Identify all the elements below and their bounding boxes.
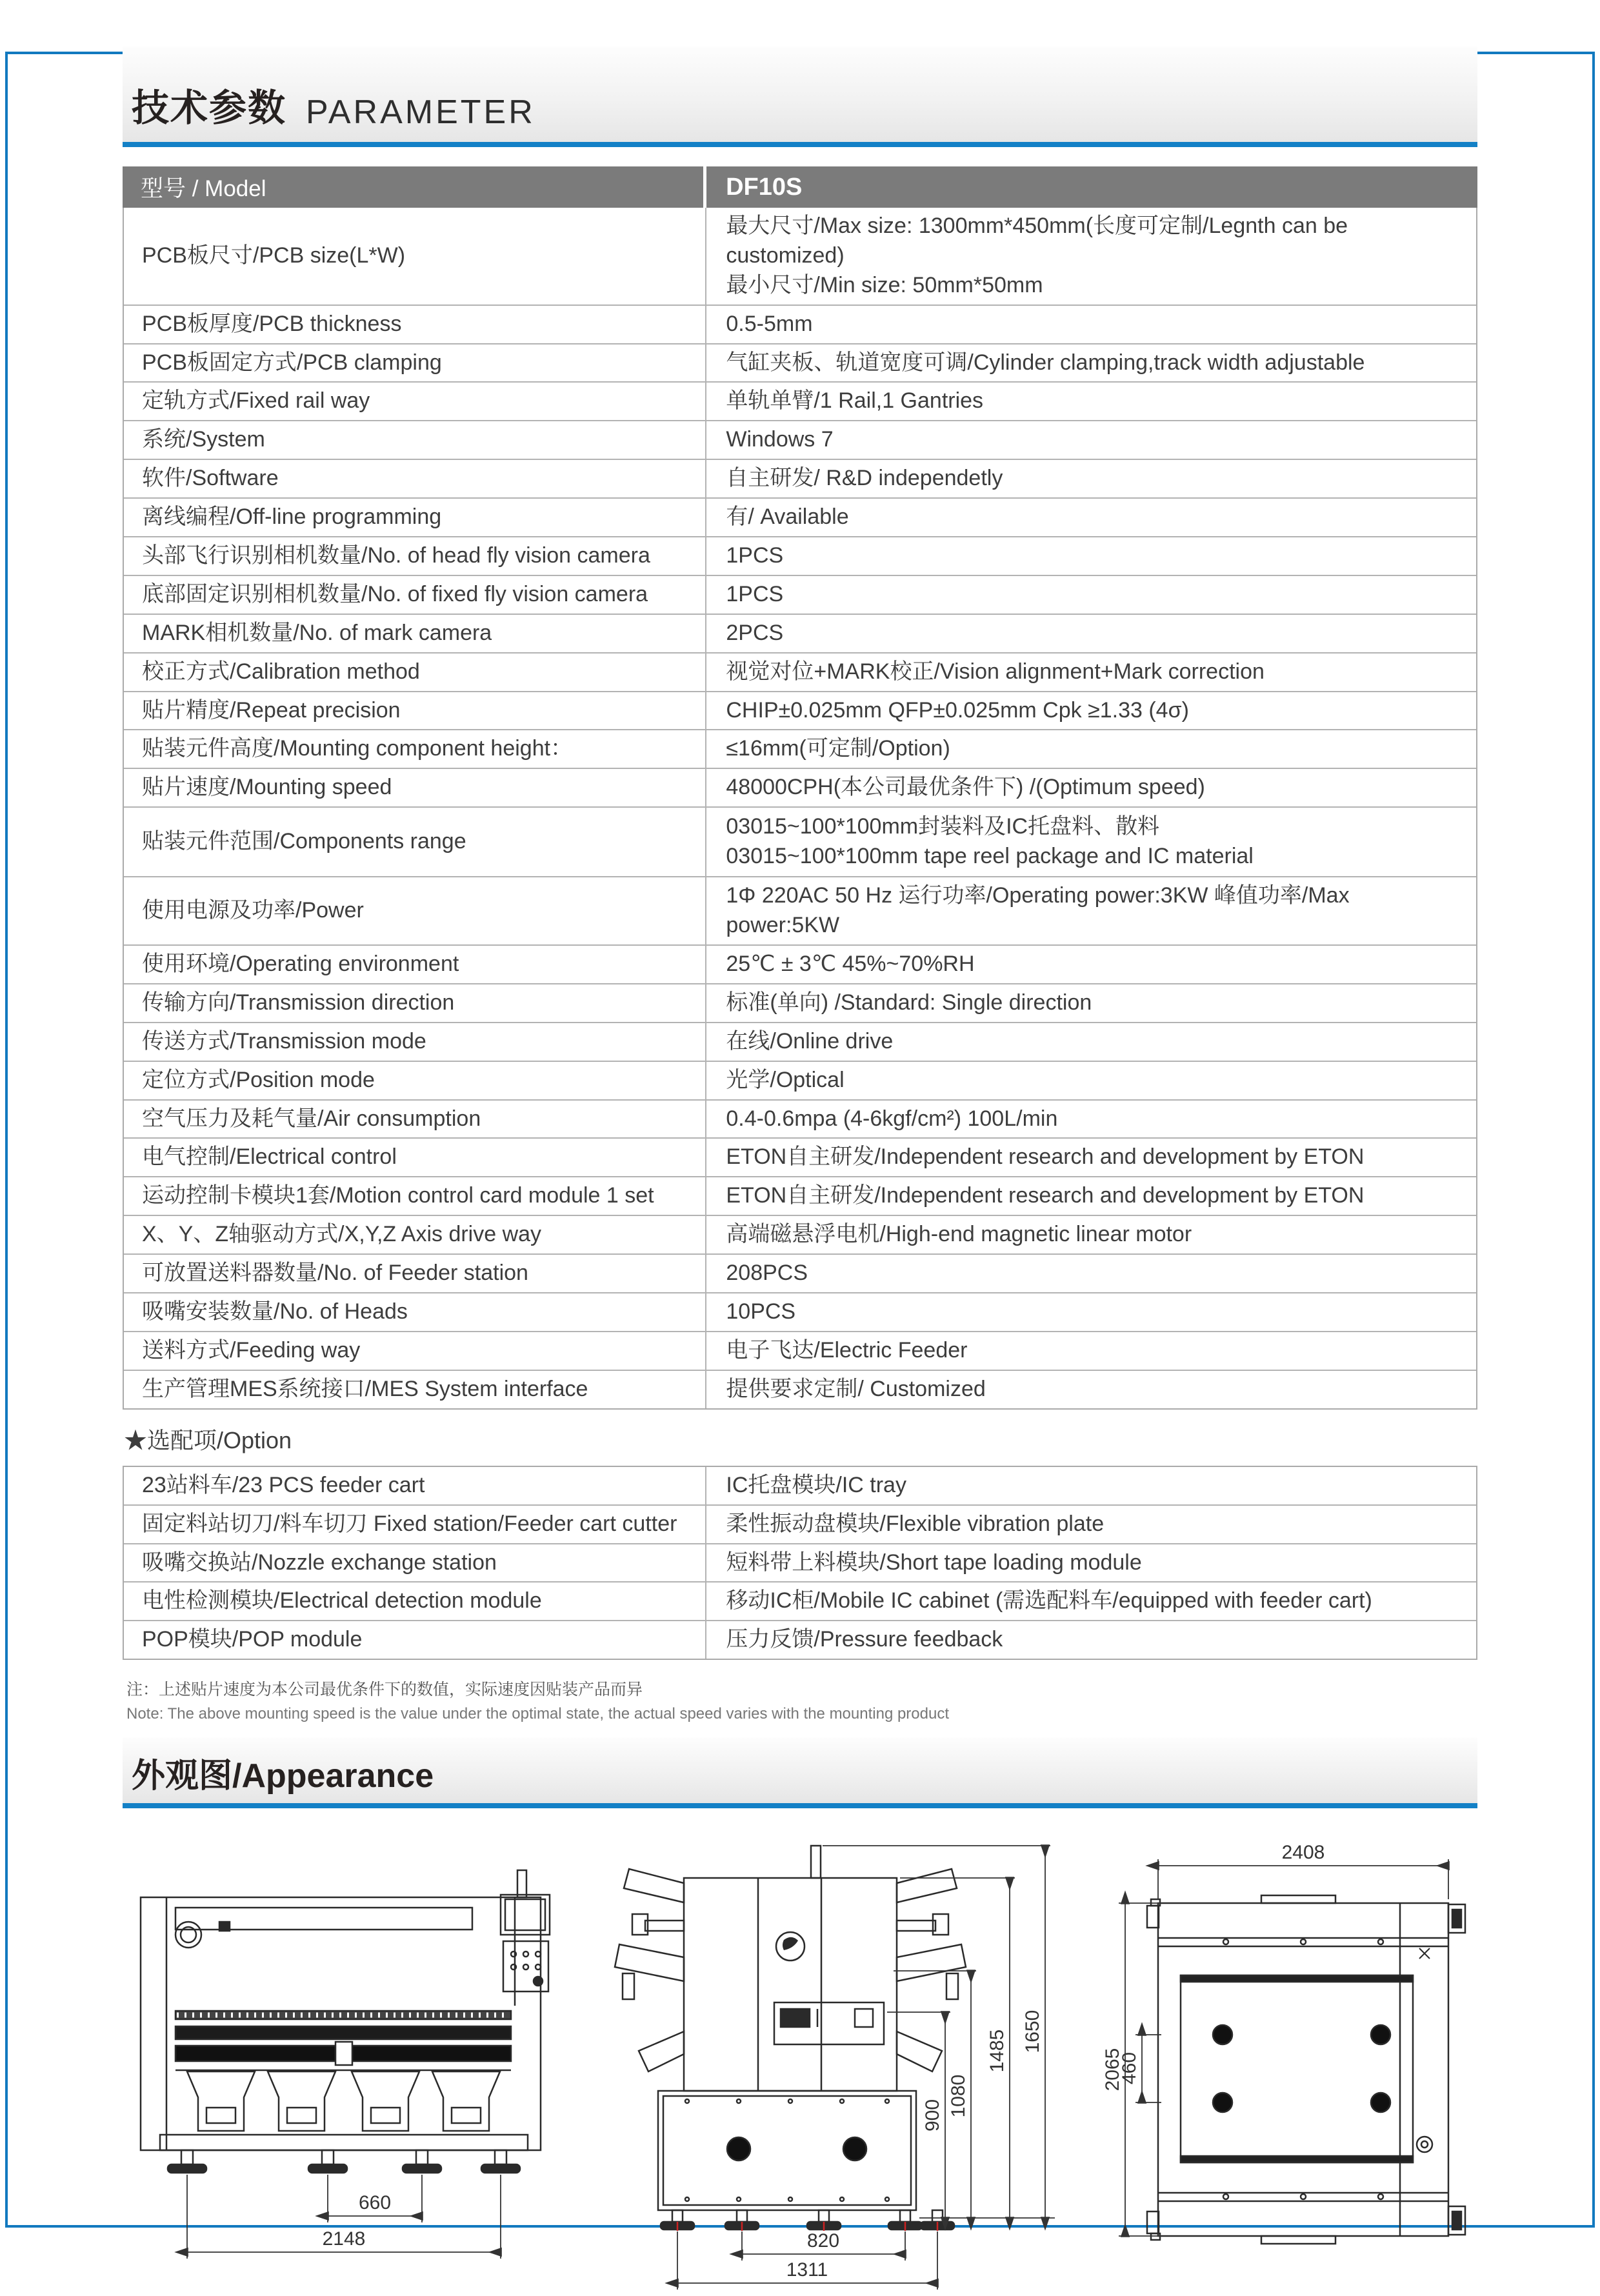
side-dim-v4: 1650: [1022, 2010, 1043, 2053]
param-value: 自主研发/ R&D independetly: [726, 466, 1003, 491]
param-value: 25℃ ± 3℃ 45%~70%RH: [726, 952, 975, 977]
table-header-row: [123, 166, 1477, 208]
param-label: 可放置送料器数量/No. of Feeder station: [124, 1255, 706, 1292]
parameter-row: [124, 944, 1476, 983]
option-row: [124, 1620, 1476, 1659]
param-label: PCB板厚度/PCB thickness: [124, 306, 706, 343]
param-value: 移动IC柜/Mobile IC cabinet (需选配料车/equipped with feeder cart): [726, 1588, 1372, 1613]
model-value: DF10S: [726, 173, 803, 201]
parameter-row: [124, 1099, 1476, 1138]
page-title-en: PARAMETER: [306, 94, 535, 131]
param-value: 高端磁悬浮电机/High-end magnetic linear motor: [726, 1222, 1192, 1247]
parameter-row: [124, 1370, 1476, 1408]
param-label: 生产管理MES系统接口/MES System interface: [124, 1371, 706, 1408]
param-label: 使用环境/Operating environment: [124, 946, 706, 983]
page-title-zh: 技术参数: [132, 87, 287, 129]
param-label: PCB板固定方式/PCB clamping: [124, 344, 706, 382]
param-label: 贴装元件范围/Components range: [124, 808, 706, 876]
param-label: 电气控制/Electrical control: [124, 1139, 706, 1176]
parameter-row: [124, 691, 1476, 730]
param-label: 软件/Software: [124, 460, 706, 497]
param-value: 10PCS: [726, 1299, 796, 1324]
model-label: 型号 / Model: [123, 166, 706, 208]
param-value: 2PCS: [726, 620, 784, 645]
param-value: 03015~100*100mm封装料及IC托盘料、散料 03015~100*100mm tape reel package and IC material: [726, 814, 1254, 869]
param-value: ≤16mm(可定制/Option): [726, 736, 950, 761]
side-view-drawing: [584, 1838, 1081, 2296]
parameter-row: [124, 1176, 1476, 1215]
param-label: X、Y、Z轴驱动方式/X,Y,Z Axis drive way: [124, 1216, 706, 1253]
side-dim-v3: 1485: [986, 2029, 1008, 2073]
parameter-table: [123, 166, 1477, 1410]
front-machine-outline: [141, 1870, 550, 2173]
param-value: 0.5-5mm: [726, 311, 813, 336]
param-value: 单轨单臂/1 Rail,1 Gantries: [726, 388, 984, 414]
option-row: [124, 1543, 1476, 1582]
parameter-row: [124, 575, 1476, 614]
param-label: 贴片速度/Mounting speed: [124, 769, 706, 806]
parameter-row: [124, 459, 1476, 497]
side-dim-v1: 900: [922, 2099, 943, 2132]
param-value: IC托盘模块/IC tray: [726, 1472, 906, 1497]
top-dim-height: 2065: [1102, 2048, 1123, 2091]
param-value: 压力反馈/Pressure feedback: [726, 1627, 1003, 1652]
param-value: 气缸夹板、轨道宽度可调/Cylinder clamping,track width adjustable: [726, 350, 1365, 375]
parameter-row: [124, 1137, 1476, 1176]
option-row: [124, 1504, 1476, 1543]
param-value: 视觉对位+MARK校正/Vision alignment+Mark correction: [726, 659, 1265, 684]
parameter-row: [124, 343, 1476, 382]
param-label: 贴装元件高度/Mounting component height：: [124, 730, 706, 768]
appearance-banner: [123, 1737, 1477, 1808]
param-label: 贴片精度/Repeat precision: [124, 692, 706, 730]
param-value: 有/ Available: [726, 504, 849, 530]
param-value: Windows 7: [726, 427, 834, 452]
side-machine-outline: [615, 1846, 966, 2231]
param-value: CHIP±0.025mm QFP±0.025mm Cpk ≥1.33 (4σ): [726, 697, 1189, 723]
param-value: 光学/Optical: [726, 1067, 845, 1092]
param-label: 运动控制卡模块1套/Motion control card module 1 set: [124, 1177, 706, 1215]
parameter-row: [124, 304, 1476, 343]
note-en: Note: The above mounting speed is the value under the optimal state, the actual speed varies with the mounting product: [126, 1705, 950, 1723]
top-dim-mid: 460: [1119, 2052, 1140, 2085]
param-value: ETON自主研发/Independent research and development by ETON: [726, 1183, 1365, 1208]
param-label: 底部固定识别相机数量/No. of fixed fly vision camera: [124, 576, 706, 614]
param-label: 23站料车/23 PCS feeder cart: [124, 1467, 706, 1504]
option-table: [123, 1466, 1477, 1660]
parameter-row: [124, 768, 1476, 806]
parameter-row: [124, 420, 1476, 459]
parameter-row: [124, 652, 1476, 691]
parameter-row: [124, 536, 1476, 575]
param-label: MARK相机数量/No. of mark camera: [124, 615, 706, 652]
parameter-row: [124, 1331, 1476, 1370]
top-dimensions: [1119, 1859, 1448, 2236]
parameter-row: [124, 614, 1476, 652]
param-label: 传输方向/Transmission direction: [124, 984, 706, 1022]
param-value: 1PCS: [726, 543, 784, 568]
parameter-row: [124, 1292, 1476, 1331]
param-label: 吸嘴交换站/Nozzle exchange station: [124, 1544, 706, 1582]
param-label: 空气压力及耗气量/Air consumption: [124, 1101, 706, 1138]
param-value: 电子飞达/Electric Feeder: [726, 1337, 968, 1363]
parameter-row: [124, 876, 1476, 944]
param-value: 1PCS: [726, 581, 784, 606]
parameter-row: [124, 1022, 1476, 1061]
param-value: 0.4-0.6mpa (4-6kgf/cm²) 100L/min: [726, 1106, 1058, 1131]
parameter-row: [124, 1215, 1476, 1253]
param-value: 短料带上料模块/Short tape loading module: [726, 1550, 1142, 1575]
option-heading: ★选配项/Option: [124, 1426, 292, 1453]
parameter-row: [124, 983, 1476, 1022]
param-value: 48000CPH(本公司最优条件下) /(Optimum speed): [726, 775, 1205, 800]
param-value: ETON自主研发/Independent research and development by ETON: [726, 1144, 1365, 1170]
note-zh: 注：上述贴片速度为本公司最优条件下的数值，实际速度因贴装产品而异: [126, 1681, 643, 1699]
top-view-drawing: [1097, 1841, 1477, 2293]
front-dim-outer: 2148: [322, 2228, 366, 2250]
parameter-rows: [123, 208, 1477, 1410]
param-value: 1Φ 220AC 50 Hz 运行功率/Operating power:3KW 峰值功率/Max power:5KW: [726, 883, 1350, 938]
side-dim-v2: 1080: [948, 2074, 969, 2118]
parameter-row: [124, 1253, 1476, 1292]
front-view-drawing: [123, 1857, 568, 2277]
option-row: [124, 1581, 1476, 1620]
param-label: PCB板尺寸/PCB size(L*W): [124, 208, 706, 304]
param-value: 提供要求定制/ Customized: [726, 1376, 986, 1401]
param-value: 柔性振动盘模块/Flexible vibration plate: [726, 1511, 1105, 1536]
param-label: 头部飞行识别相机数量/No. of head fly vision camera: [124, 537, 706, 575]
appearance-drawings: [123, 1838, 1477, 2296]
param-label: POP模块/POP module: [124, 1621, 706, 1659]
param-value: 在线/Online drive: [726, 1028, 894, 1053]
parameter-row: [124, 497, 1476, 536]
param-label: 校正方式/Calibration method: [124, 654, 706, 691]
param-value: 最大尺寸/Max size: 1300mm*450mm(长度可定制/Legnth can be customized) 最小尺寸/Min size: 50mm*50mm: [726, 214, 1348, 297]
top-machine-outline: [1147, 1895, 1465, 2244]
param-label: 固定料站切刀/料车切刀 Fixed station/Feeder cart cutter: [124, 1506, 706, 1543]
param-label: 离线编程/Off-line programming: [124, 499, 706, 536]
parameter-row: [124, 806, 1476, 876]
param-label: 电性检测模块/Electrical detection module: [124, 1582, 706, 1620]
parameter-row: [124, 1061, 1476, 1099]
notes: [123, 1677, 1477, 1723]
spec-sheet-page: [0, 46, 1600, 2281]
param-value: 标准(单向) /Standard: Single direction: [726, 990, 1092, 1015]
parameter-banner: [123, 46, 1477, 147]
front-dim-inner: 660: [358, 2192, 392, 2214]
param-label: 吸嘴安装数量/No. of Heads: [124, 1293, 706, 1331]
side-dim-inner: 820: [806, 2230, 840, 2252]
parameter-row: [124, 729, 1476, 768]
option-row: [124, 1467, 1476, 1504]
param-label: 使用电源及功率/Power: [124, 877, 706, 944]
param-label: 定位方式/Position mode: [124, 1062, 706, 1099]
side-dim-outer: 1311: [786, 2259, 828, 2281]
param-label: 传送方式/Transmission mode: [124, 1023, 706, 1061]
param-label: 送料方式/Feeding way: [124, 1332, 706, 1370]
param-label: 系统/System: [124, 421, 706, 459]
param-label: 定轨方式/Fixed rail way: [124, 383, 706, 420]
top-dim-width: 2408: [1281, 1842, 1325, 1864]
appearance-title: 外观图/Appearance: [132, 1757, 434, 1795]
parameter-row: [124, 381, 1476, 420]
parameter-row: [124, 208, 1476, 304]
param-value: 208PCS: [726, 1261, 808, 1286]
